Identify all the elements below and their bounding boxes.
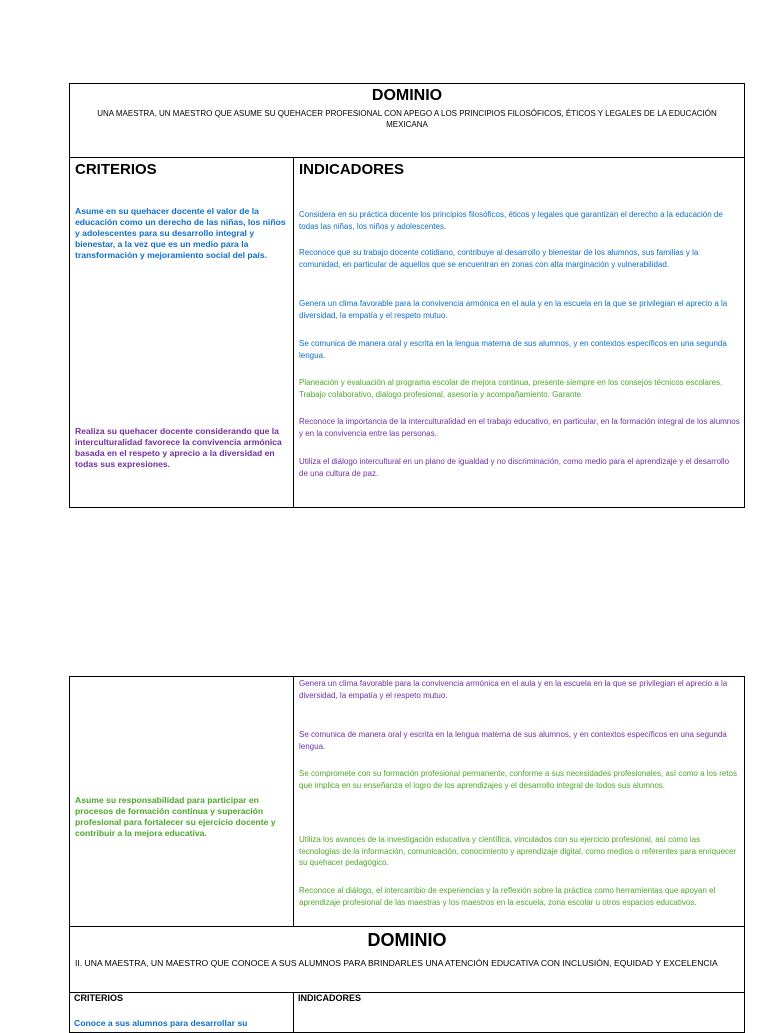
dominio-table-2 <box>69 676 745 1033</box>
indicador-6: Reconoce la importancia de la interculturalidad en el trabajo educativo, en particular, en la formación integral de los alumnos y en la convivencia entre las personas. <box>299 417 740 438</box>
dominio-title: DOMINIO <box>371 87 443 104</box>
criterio-2: Realiza su quehacer docente considerando que la interculturalidad favorece la convivencia armónica basada en el respeto y aprecio a la diversidad en todas sus expresiones. <box>75 426 282 469</box>
criterio-3: Asume su responsabilidad para participar en procesos de formación continua y superación profesional para fortalecer su ejercicio docente y contribuir a la mejora educativa. <box>75 795 276 838</box>
dominio-title-2: DOMINIO <box>367 930 447 950</box>
indicador-2-3: Se compromete con su formación profesional permanente, conforme a sus necesidades profesionales, así como a los retos que implica en su enseñanza el logro de los aprendizajes y el desarrollo integral de todos sus alumnos. <box>299 769 738 790</box>
criterios-column-2 <box>70 677 294 927</box>
indicadores-column <box>294 158 745 508</box>
indicadores-column-3 <box>294 993 745 1033</box>
criterios-heading: CRITERIOS <box>75 161 157 178</box>
indicadores-heading-2: INDICADORES <box>298 993 362 1003</box>
indicador-2-1: Genera un clima favorable para la convivencia armónica en el aula y en la escuela en la que se privilegian el aprecio a la diversidad, la empatía y el respeto mutuo. <box>299 679 728 700</box>
indicador-7: Utiliza el diálogo intercultural en un plano de igualdad y no discriminación, como medio para el aprendizaje y el desarrollo de una cultura de paz. <box>299 457 730 478</box>
criterio-1: Asume en su quehacer docente el valor de la educación como un derecho de las niñas, los niños y adolescentes para su desarrollo integral y bienestar, a la vez que es un medio para la transformación y mejoramiento social del país. <box>75 206 286 260</box>
indicadores-heading: INDICADORES <box>299 161 405 178</box>
dominio-subtitle: UNA MAESTRA, UN MAESTRO QUE ASUME SU QUEHACER PROFESIONAL CON APEGO A LOS PRINCIPIOS FILOSÓFICOS, ÉTICOS Y LEGALES DE LA EDUCACIÓN MEXICANA <box>97 109 717 129</box>
criterios-heading-2: CRITERIOS <box>74 993 124 1003</box>
indicador-2-2: Se comunica de manera oral y escrita en la lengua materna de sus alumnos, y en contextos específicos en una segunda lengua. <box>299 730 727 751</box>
indicador-3: Genera un clima favorable para la convivencia armónica en el aula y en la escuela en la que se privilegian el aprecio a la diversidad, la empatía y el respeto mutuo. <box>299 299 728 320</box>
dominio-table-1 <box>69 83 745 508</box>
dominio-subtitle-2: II. UNA MAESTRA, UN MAESTRO QUE CONOCE A SUS ALUMNOS PARA BRINDARLES UNA ATENCIÓN EDUCATIVA CON INCLUSIÓN, EQUIDAD Y EXCELENCIA <box>75 958 718 968</box>
indicador-1: Considera en su práctica docente los principios filosóficos, éticos y legales que garantizan el derecho a la educación de todas las niñas, los niños y adolescentes. <box>299 210 723 231</box>
dominio-header-cell <box>70 84 745 158</box>
criterios-column <box>70 158 294 508</box>
indicadores-column-2 <box>294 677 745 927</box>
indicador-2-5: Reconoce al diálogo, el intercambio de experiencias y la reflexión sobre la práctica como herramientas que apoyan el aprendizaje profesional de las maestras y los maestros en la escuela, zona escolar u otros espacios educativos. <box>299 886 716 907</box>
indicador-5: Planeación y evaluación al programa escolar de mejora continua, presente siempre en los consejos técnicos escolares. Trabajo colaborativo, dialogo profesional, asesoría y acompañamiento. Garante <box>299 378 723 399</box>
indicador-2: Reconoce que su trabajo docente cotidiano, contribuye al desarrollo y bienestar de los alumnos, sus familias y la comunidad, en particular de aquellos que se encuentran en zonas con alta marginación y vulnerabilidad. <box>299 248 699 269</box>
criterios-column-3 <box>70 993 294 1033</box>
indicador-4: Se comunica de manera oral y escrita en la lengua materna de sus alumnos, y en contextos específicos en una segunda lengua. <box>299 339 727 360</box>
criterio-4-partial: Conoce a sus alumnos para desarrollar su <box>74 1018 248 1028</box>
dominio-header-cell-2 <box>70 927 745 993</box>
indicador-2-4: Utiliza los avances de la investigación educativa y científica, vinculados con su ejercicio profesional, así como las tecnologías de la información, comunicación, conocimiento y aprendizaje digital, como medios o referentes para enriquecer su quehacer pedagógico. <box>299 835 737 867</box>
